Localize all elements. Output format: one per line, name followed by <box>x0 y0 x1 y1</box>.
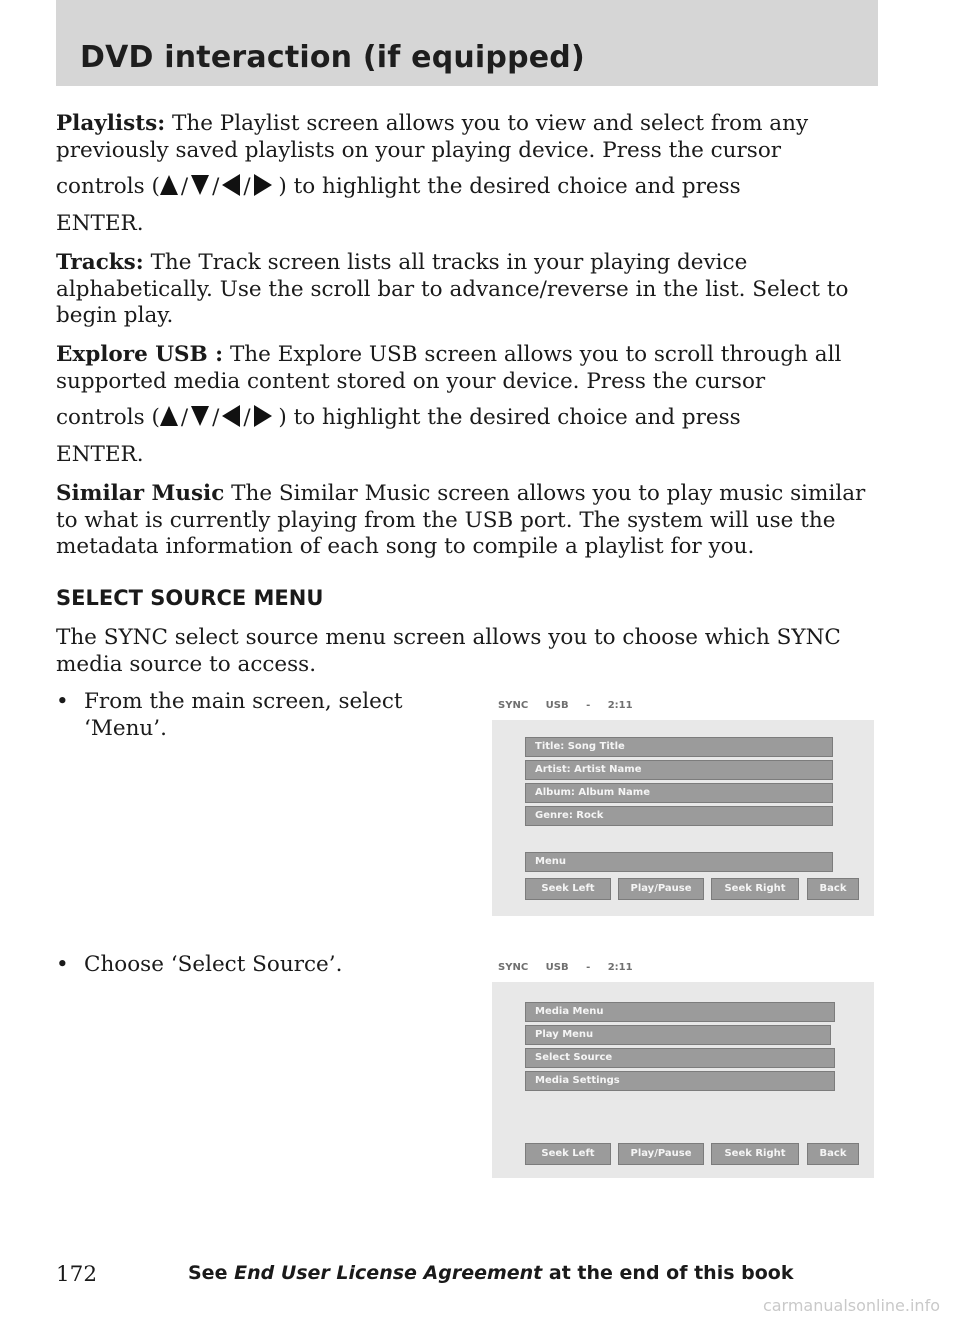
left-arrow-icon <box>222 174 240 196</box>
explore-usb-enter: ENTER. <box>56 442 144 467</box>
bullet-item-menu <box>56 689 436 742</box>
page-title: DVD interaction (if equipped) <box>80 40 585 75</box>
similar-music-label: Similar Music <box>56 481 225 506</box>
status-bar <box>498 700 633 711</box>
explore-usb-controls-line: controls ( / / / ) to highlight the desired choice and press <box>56 405 741 430</box>
sync-screen-main <box>492 700 874 916</box>
similar-music-text: The Similar Music screen allows you to play music similar to what is currently playing from the USB port. The system will use the metadata information of each song to compile a playlist for you. <box>56 481 866 559</box>
menu-item-media-settings[interactable]: Media Settings <box>525 1071 835 1091</box>
menu-item-media-menu[interactable]: Media Menu <box>525 1002 835 1022</box>
status-bar <box>498 962 633 973</box>
left-arrow-icon <box>222 405 240 427</box>
tracks-paragraph <box>56 250 886 330</box>
explore-usb-paragraph <box>56 342 886 395</box>
seek-left-button[interactable]: Seek Left <box>525 1143 611 1165</box>
footer-rest: at the end of this book <box>548 1262 794 1284</box>
sync-screen-menu <box>492 962 874 1178</box>
status-source: USB - 2:11 <box>545 962 633 973</box>
back-button[interactable]: Back <box>807 878 859 900</box>
seek-right-button[interactable]: Seek Right <box>711 1143 799 1165</box>
controls-suffix: ) to highlight the desired choice and press <box>271 174 741 199</box>
screen-panel <box>492 982 874 1178</box>
bullet-icon: • <box>56 689 69 714</box>
info-row-album[interactable]: Album: Album Name <box>525 783 833 803</box>
up-arrow-icon <box>160 406 178 426</box>
menu-button[interactable]: Menu <box>525 852 833 872</box>
select-source-intro: The SYNC select source menu screen allows you to choose which SYNC media source to access. <box>56 625 841 677</box>
playlists-controls-line: controls ( / / / ) to highlight the desired choice and press <box>56 174 741 199</box>
bullet-icon: • <box>56 952 69 977</box>
bullet-item-select-source <box>56 952 436 979</box>
similar-music-paragraph <box>56 481 886 561</box>
footer-note <box>188 1262 794 1284</box>
bullet-text: Choose ‘Select Source’. <box>84 952 343 977</box>
playlists-enter: ENTER. <box>56 211 144 236</box>
tracks-label: Tracks: <box>56 250 144 275</box>
down-arrow-icon <box>191 406 209 426</box>
down-arrow-icon <box>191 175 209 195</box>
tracks-text: The Track screen lists all tracks in your playing device alphabetically. Use the scroll bar to advance/reverse in the list. Select to begin play. <box>56 250 849 328</box>
info-row-artist[interactable]: Artist: Artist Name <box>525 760 833 780</box>
bullet-text-cont: ‘Menu’. <box>84 715 167 741</box>
playlists-label: Playlists: <box>56 111 166 136</box>
back-button[interactable]: Back <box>807 1143 859 1165</box>
seek-left-button[interactable]: Seek Left <box>525 878 611 900</box>
watermark: carmanualsonline.info <box>762 1296 940 1315</box>
right-arrow-icon <box>254 405 272 427</box>
explore-usb-text: The Explore USB screen allows you to scroll through all supported media content stored on your device. Press the cursor <box>56 342 842 394</box>
playlists-paragraph <box>56 111 886 164</box>
screen-panel <box>492 720 874 916</box>
menu-item-select-source[interactable]: Select Source <box>525 1048 835 1068</box>
status-app: SYNC <box>498 700 529 711</box>
status-source: USB - 2:11 <box>545 700 633 711</box>
playlists-text: The Playlist screen allows you to view and select from any previously saved playlists on your playing device. Press the cursor <box>56 111 809 163</box>
controls-prefix: controls ( <box>56 174 160 199</box>
up-arrow-icon <box>160 175 178 195</box>
info-row-title[interactable]: Title: Song Title <box>525 737 833 757</box>
bullet-text: From the main screen, select <box>84 689 403 714</box>
menu-item-play-menu[interactable]: Play Menu <box>525 1025 831 1045</box>
controls-prefix: controls ( <box>56 405 160 430</box>
play-pause-button[interactable]: Play/Pause <box>618 1143 704 1165</box>
seek-right-button[interactable]: Seek Right <box>711 878 799 900</box>
page-number: 172 <box>56 1262 98 1287</box>
footer-agreement-link: End User License Agreement <box>234 1262 543 1284</box>
play-pause-button[interactable]: Play/Pause <box>618 878 704 900</box>
footer-see: See <box>188 1262 228 1284</box>
controls-suffix: ) to highlight the desired choice and press <box>271 405 741 430</box>
explore-usb-label: Explore USB : <box>56 342 224 367</box>
right-arrow-icon <box>254 174 272 196</box>
status-app: SYNC <box>498 962 529 973</box>
section-heading: SELECT SOURCE MENU <box>56 586 324 610</box>
info-row-genre[interactable]: Genre: Rock <box>525 806 833 826</box>
